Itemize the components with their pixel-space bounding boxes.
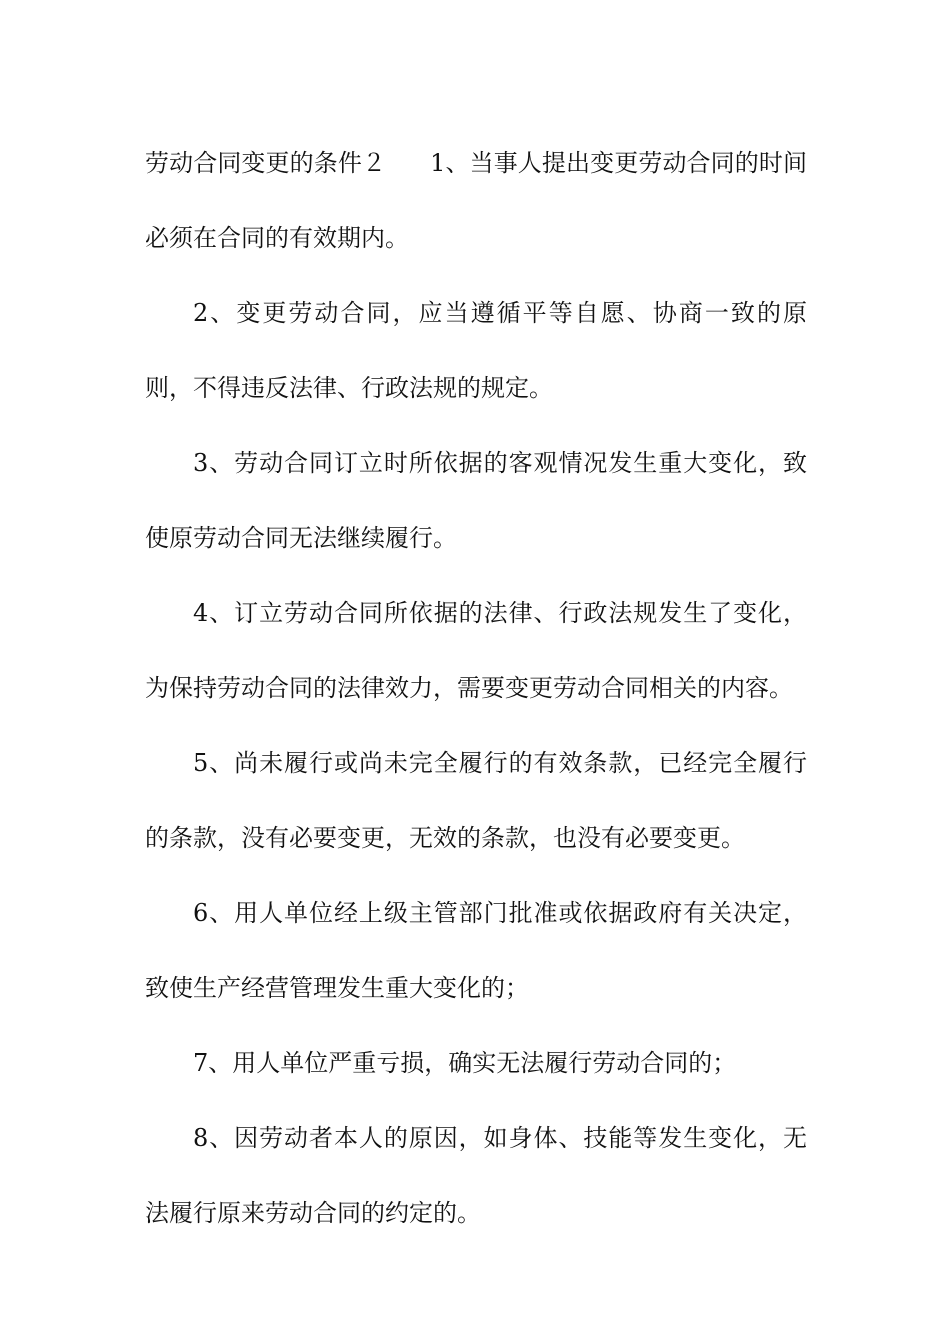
document-body xyxy=(145,126,807,1251)
paragraph-8: 8、因劳动者本人的原因，如身体、技能等发生变化，无法履行原来劳动合同的约定的。 xyxy=(145,1124,807,1227)
paragraph-1-text: 1、当事人提出变更劳动合同的时间必须在合同的有效期内。 xyxy=(145,149,807,252)
paragraph-7: 7、用人单位严重亏损，确实无法履行劳动合同的； xyxy=(193,1049,737,1077)
paragraph-6: 6、用人单位经上级主管部门批准或依据政府有关决定，致使生产经营管理发生重大变化的； xyxy=(145,899,807,1002)
document-title: 劳动合同变更的条件２ xyxy=(145,149,387,177)
paragraph-3: 3、劳动合同订立时所依据的客观情况发生重大变化，致使原劳动合同无法继续履行。 xyxy=(145,449,807,552)
paragraph-1 xyxy=(145,126,807,276)
paragraph-4: 4、订立劳动合同所依据的法律、行政法规发生了变化，为保持劳动合同的法律效力，需要变更劳动合同相关的内容。 xyxy=(145,599,807,702)
paragraph-5: 5、尚未履行或尚未完全履行的有效条款，已经完全履行的条款，没有必要变更，无效的条款，也没有必要变更。 xyxy=(145,749,807,852)
paragraph-2: 2、变更劳动合同，应当遵循平等自愿、协商一致的原则，不得违反法律、行政法规的规定。 xyxy=(145,299,807,402)
